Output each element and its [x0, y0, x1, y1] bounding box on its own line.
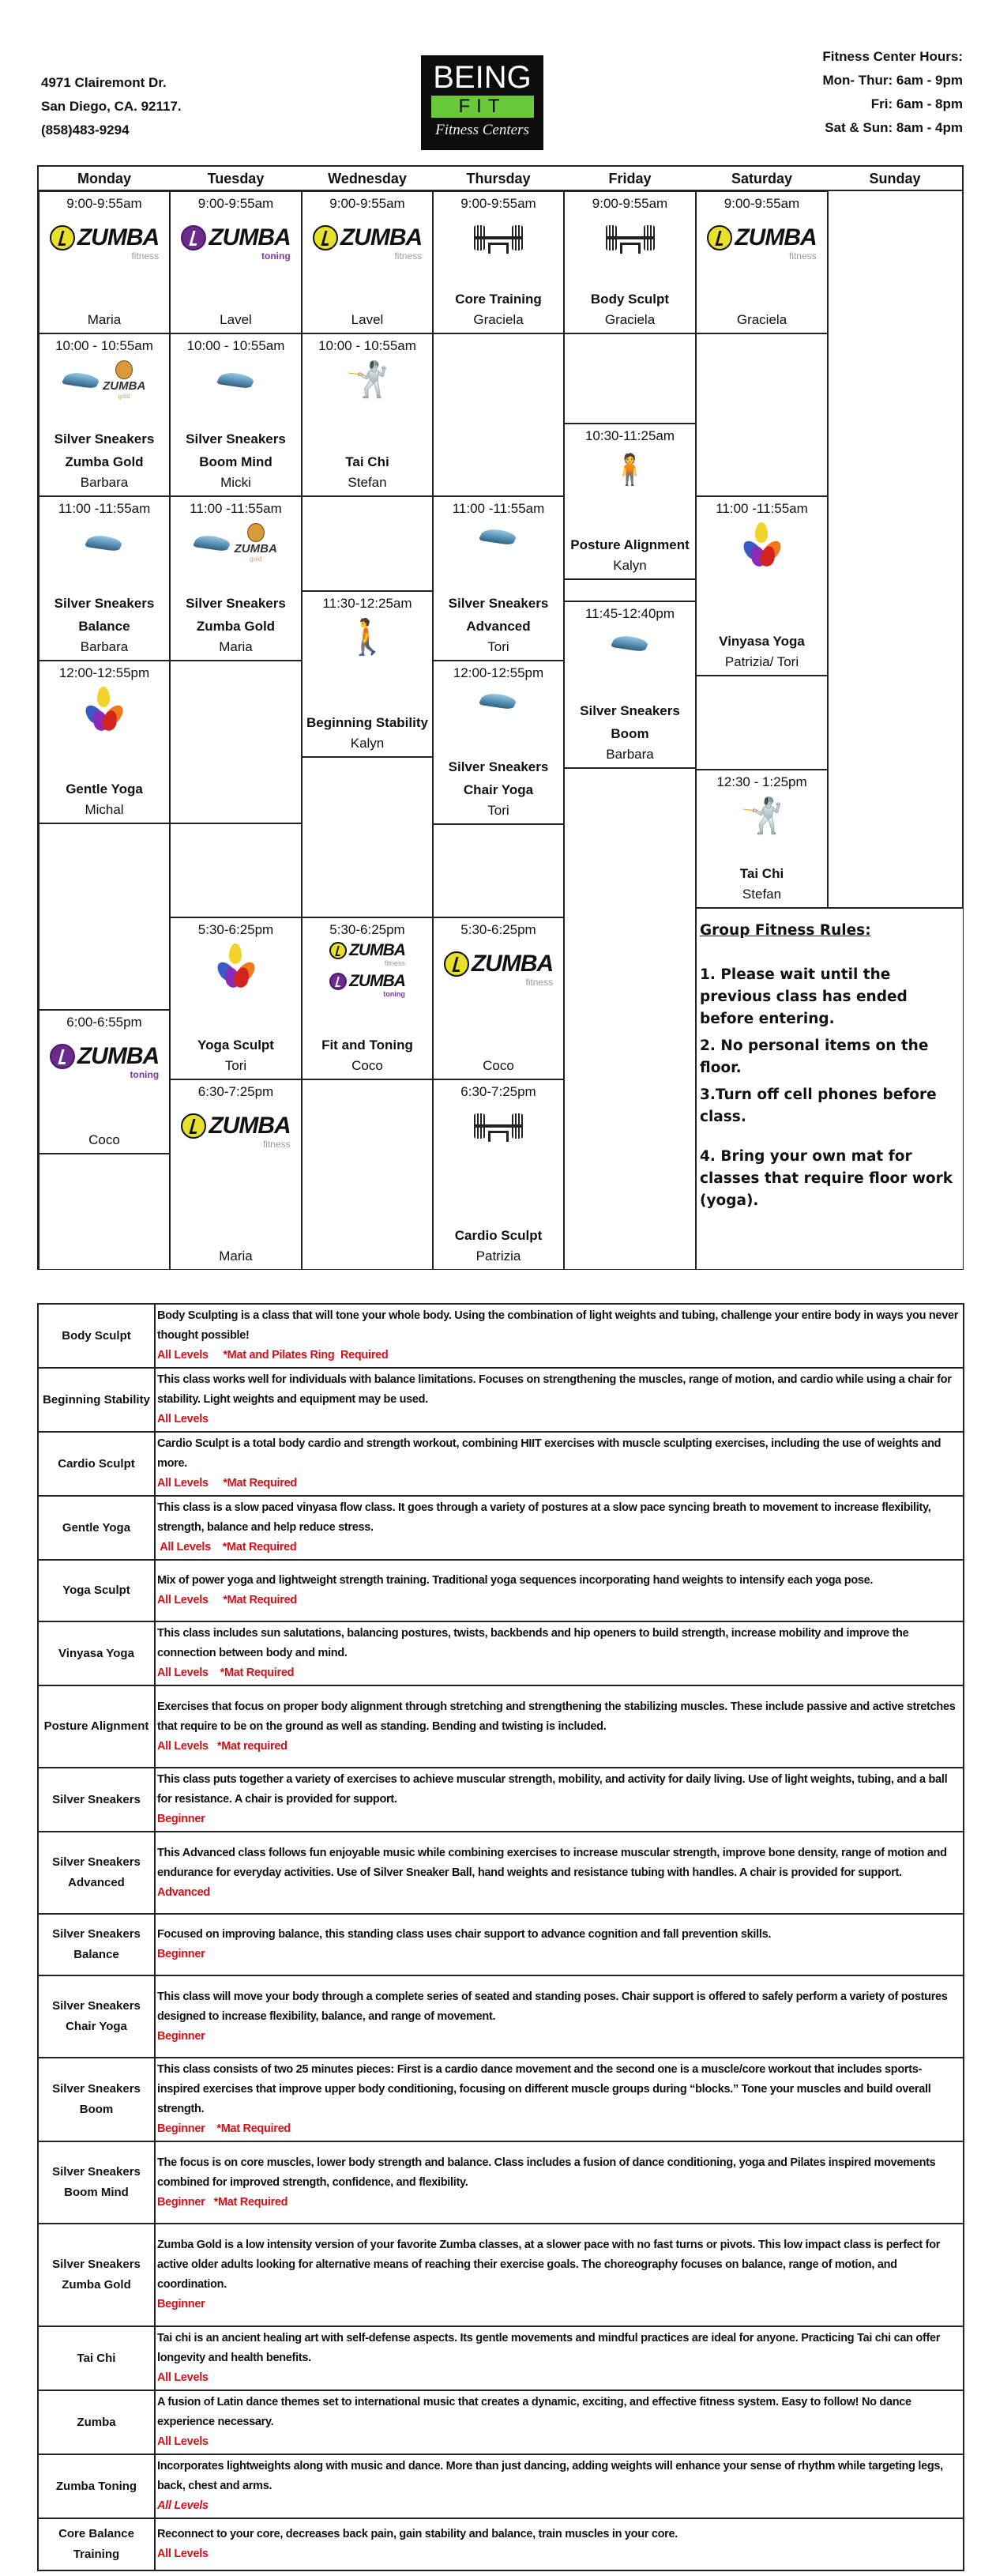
- silver-sneakers-logo-icon: [171, 358, 301, 402]
- instructor-name: Tori: [224, 1058, 247, 1073]
- being-fit-logo: [421, 55, 543, 150]
- instructor-name: Patrizia/ Tori: [724, 654, 799, 669]
- description-class-name: Silver Sneakers: [38, 1768, 155, 1832]
- description-level: Beginner: [157, 2029, 205, 2043]
- empty-slot: [433, 824, 564, 917]
- hours-sat-sun: Sat & Sun: 8am - 4pm: [825, 120, 963, 135]
- description-class-name: Silver Sneakers Chair Yoga: [38, 1975, 155, 2058]
- empty-slot: [170, 661, 302, 823]
- description-class-name: Silver Sneakers Boom Mind: [38, 2141, 155, 2224]
- description-row: [38, 2326, 964, 2390]
- description-cell: [155, 1685, 964, 1768]
- description-level: All Levels: [157, 2499, 209, 2512]
- class-time: 10:00 - 10:55am: [186, 338, 285, 353]
- instructor-name: Coco: [88, 1132, 120, 1147]
- address-block: [41, 71, 182, 142]
- empty-slot: [433, 333, 564, 496]
- class-cell-thursday-zumba[interactable]: [433, 917, 564, 1079]
- description-class-name: Posture Alignment: [38, 1685, 155, 1768]
- class-time: 5:30-6:25pm: [197, 922, 274, 937]
- class-cell-wednesday-zumba[interactable]: [302, 191, 433, 333]
- description-cell: [155, 2141, 964, 2224]
- instructor-name: Coco: [483, 1058, 514, 1073]
- class-time: 5:30-6:25pm: [329, 922, 405, 937]
- class-time: 9:00-9:55am: [724, 196, 800, 211]
- description-cell: [155, 1975, 964, 2058]
- instructor-name: Maria: [219, 639, 253, 654]
- class-time: 6:30-7:25pm: [460, 1084, 536, 1099]
- class-name: Tai Chi: [345, 454, 389, 469]
- description-text: Body Sculpting is a class that will tone your whole body. Using the combination of light weights and tubing, challenge your entire body in ways you never thought possible!: [157, 1309, 959, 1342]
- description-row: [38, 1768, 964, 1832]
- zumba-fitness-logo-icon: ZUMBA fitness: [39, 216, 169, 260]
- class-time: 6:30-7:25pm: [197, 1084, 274, 1099]
- barbell-icon: [434, 216, 563, 260]
- silver-sneakers-logo-icon: [39, 521, 169, 565]
- description-cell: [155, 1432, 964, 1496]
- description-class-name: Beginning Stability: [38, 1368, 155, 1432]
- description-cell: [155, 1368, 964, 1432]
- class-name: Body Sculpt: [590, 292, 670, 307]
- instructor-name: Lavel: [351, 312, 384, 327]
- description-class-name: Yoga Sculpt: [38, 1560, 155, 1621]
- class-cell-friday-ss-boom[interactable]: [564, 601, 696, 768]
- instructor-name: Coco: [351, 1058, 383, 1073]
- class-cell-tuesday-yoga-sculpt[interactable]: [170, 917, 302, 1079]
- class-cell-wednesday-beginning-stability[interactable]: [302, 591, 433, 757]
- instructor-name: Maria: [219, 1248, 253, 1264]
- description-level: Beginner *Mat Required: [157, 2122, 291, 2135]
- address-phone: (858)483-9294: [41, 122, 130, 137]
- class-time: 11:45-12:40pm: [584, 606, 675, 621]
- silver-sneakers-logo-icon: [434, 685, 563, 717]
- class-name: Silver Sneakers Balance: [54, 596, 155, 634]
- hours-mon-thu: Mon- Thur: 6am - 9pm: [822, 73, 963, 88]
- description-cell: [155, 1560, 964, 1621]
- instructor-name: Micki: [220, 475, 251, 490]
- class-cell-thursday-cardio-sculpt[interactable]: [433, 1079, 564, 1270]
- description-class-name: Silver Sneakers Advanced: [38, 1832, 155, 1914]
- description-cell: [155, 1621, 964, 1685]
- barbell-icon: [434, 1104, 563, 1148]
- hours-fri: Fri: 6am - 8pm: [870, 96, 963, 111]
- class-name: Tai Chi: [739, 866, 784, 881]
- description-row: [38, 2390, 964, 2454]
- zumba-toning-logo-icon: ZUMBA toning: [39, 1034, 169, 1079]
- tai-chi-figure-icon: 🤺: [345, 360, 389, 399]
- day-header-tuesday: Tuesday: [207, 171, 265, 186]
- description-cell: [155, 2326, 964, 2390]
- zumba-fitness-logo-icon: ZUMBA fitness: [697, 216, 827, 260]
- instructor-name: Barbara: [80, 639, 129, 654]
- yoga-lotus-logo-icon: [697, 521, 827, 565]
- class-name: Fit and Toning: [321, 1038, 413, 1053]
- description-text: A fusion of Latin dance themes set to international music that creates a dynamic, exciting, and effective fitness system. Easy to follow! No dance experience necessary.: [157, 2396, 911, 2428]
- instructor-name: Barbara: [80, 475, 129, 490]
- day-header-sunday: Sunday: [869, 171, 921, 186]
- instructor-name: Graciela: [736, 312, 787, 327]
- class-cell-saturday-tai-chi[interactable]: [696, 770, 828, 908]
- class-name: Core Training: [455, 292, 542, 307]
- description-cell: [155, 1832, 964, 1914]
- zumba-fitness-logo-icon: ZUMBA fitness: [171, 1104, 301, 1148]
- description-row: [38, 1304, 964, 1368]
- description-text: This class works well for individuals with balance limitations. Focuses on strengthening the muscles, range of motion, and cardio while using a chair for stability. Light weights and equipment may be used.: [157, 1373, 952, 1406]
- description-level: All Levels *Mat Required: [157, 1477, 297, 1489]
- description-text: Cardio Sculpt is a total body cardio and strength workout, combining HIIT exercises with muscle sculpting exercises, including the use of weights and more.: [157, 1437, 942, 1470]
- empty-slot: [39, 1154, 170, 1270]
- rule-item: 3.Turn off cell phones before class.: [700, 1087, 937, 1125]
- description-level: All Levels *Mat required: [157, 1739, 288, 1753]
- class-time: 9:00-9:55am: [197, 196, 274, 211]
- class-cell-monday-zumba-toning[interactable]: [39, 1010, 170, 1154]
- description-cell: [155, 1768, 964, 1832]
- class-cell-tuesday-ss-zumba-gold[interactable]: [170, 496, 302, 661]
- instructor-name: Michal: [85, 802, 124, 817]
- description-text: Reconnect to your core, decreases back pain, gain stability and balance, train muscles in your core.: [157, 2528, 678, 2540]
- class-schedule-grid: [37, 165, 964, 1270]
- day-header-monday: Monday: [77, 171, 131, 186]
- instructor-name: Patrizia: [475, 1248, 521, 1264]
- standing-figure-icon: 🧍: [611, 454, 649, 487]
- rule-item: 2. No personal items on the floor.: [700, 1038, 929, 1076]
- class-cell-tuesday-zumba-toning[interactable]: [170, 191, 302, 333]
- description-text: Tai chi is an ancient healing art with self-defense aspects. Its gentle movements and mindful practices are ideal for anyone. Practicing Tai chi can offer longevity and health benefits.: [157, 2332, 941, 2364]
- description-cell: [155, 2224, 964, 2326]
- class-cell-thursday-ss-advanced[interactable]: [433, 496, 564, 661]
- instructor-name: Stefan: [742, 887, 782, 902]
- class-cell-monday-ss-zumba-gold[interactable]: [39, 333, 170, 496]
- description-row: [38, 2518, 964, 2570]
- instructor-name: Barbara: [606, 747, 654, 762]
- description-text: This class will move your body through a complete series of seated and standing poses. Chair support is offered to safely perform a variety of postures designed to increase flexibility, balance, and range of movement.: [157, 1990, 948, 2023]
- sunday-empty-column: [828, 191, 962, 908]
- day-header-saturday: Saturday: [731, 171, 793, 186]
- empty-slot: [302, 757, 433, 917]
- zumba-toning-logo-icon: ZUMBA toning: [171, 216, 301, 260]
- empty-slot: [302, 1079, 433, 1270]
- instructor-name: Graciela: [473, 312, 524, 327]
- description-class-name: Tai Chi: [38, 2326, 155, 2390]
- empty-slot: [170, 823, 302, 917]
- rule-item: 1. Please wait until the previous class has ended before entering.: [700, 966, 908, 1027]
- class-name: Silver Sneakers Zumba Gold: [54, 431, 155, 469]
- empty-slot: [302, 496, 433, 591]
- description-class-name: Body Sculpt: [38, 1304, 155, 1368]
- class-time: 10:00 - 10:55am: [318, 338, 416, 353]
- description-row: [38, 1432, 964, 1496]
- description-row: [38, 1560, 964, 1621]
- class-cell-monday-gentle-yoga[interactable]: [39, 661, 170, 823]
- description-class-name: Zumba Toning: [38, 2454, 155, 2518]
- class-name: Yoga Sculpt: [197, 1038, 274, 1053]
- description-cell: [155, 1914, 964, 1975]
- description-row: [38, 1832, 964, 1914]
- description-cell: [155, 2518, 964, 2570]
- empty-slot: [564, 768, 696, 1270]
- description-text: Focused on improving balance, this standing class uses chair support to advance cognition and fall prevention skills.: [157, 1928, 772, 1941]
- class-name: Beginning Stability: [306, 715, 428, 730]
- description-row: [38, 2141, 964, 2224]
- class-time: 9:00-9:55am: [592, 196, 668, 211]
- class-time: 11:00 -11:55am: [452, 501, 545, 516]
- logo-fitness-centers: Fitness Centers: [435, 122, 529, 138]
- empty-slot: [564, 333, 696, 424]
- group-fitness-rules: [696, 908, 964, 1270]
- silver-sneakers-logo-icon: [565, 626, 695, 661]
- description-row: [38, 1621, 964, 1685]
- description-class-name: Core Balance Training: [38, 2518, 155, 2570]
- instructor-name: Tori: [487, 639, 509, 654]
- description-cell: [155, 1496, 964, 1560]
- empty-slot: [564, 579, 696, 601]
- description-level: All Levels *Mat and Pilates Ring Required: [157, 1349, 389, 1361]
- class-cell-wednesday-tai-chi[interactable]: [302, 333, 433, 496]
- rule-item: 4. Bring your own mat for classes that require floor work (yoga).: [700, 1148, 953, 1209]
- description-level: All Levels: [157, 2371, 209, 2384]
- description-cell: [155, 2454, 964, 2518]
- class-cell-saturday-vinyasa-yoga[interactable]: [696, 496, 828, 676]
- zumba-fitness-logo-icon: ZUMBA fitness: [303, 216, 432, 260]
- class-cell-friday-body-sculpt[interactable]: [564, 191, 696, 333]
- silver-sneakers-logo-icon: [434, 521, 563, 552]
- description-level: All Levels: [157, 1413, 209, 1425]
- class-time: 6:00-6:55pm: [66, 1015, 142, 1030]
- description-level: All Levels: [157, 2435, 209, 2448]
- class-name: Silver Sneakers Chair Yoga: [448, 759, 549, 797]
- class-time: 11:30-12:25am: [322, 596, 412, 611]
- description-row: [38, 1496, 964, 1560]
- logo-fit: FIT: [431, 96, 534, 118]
- description-cell: [155, 2058, 964, 2141]
- description-level: All Levels *Mat Required: [157, 1594, 297, 1606]
- class-time: 12:30 - 1:25pm: [716, 774, 807, 789]
- description-text: Incorporates lightweights along with music and dance. More than just dancing, adding weights will enhance your sense of rhythm while targeting legs, back, chest and arms.: [157, 2460, 943, 2492]
- description-class-name: Cardio Sculpt: [38, 1432, 155, 1496]
- address-city: San Diego, CA. 92117.: [41, 99, 182, 114]
- instructor-name: Kalyn: [613, 558, 647, 573]
- class-cell-monday-zumba[interactable]: [39, 191, 170, 333]
- class-descriptions-table: [37, 1303, 964, 2571]
- description-text: This class consists of two 25 minutes pieces: First is a cardio dance movement and the second one is a muscle/core workout that includes sports-inspired exercises that improve upper body conditioning, focusing on different muscle groups during “blocks.” Tone your muscles and build overall strength.: [157, 2063, 931, 2115]
- description-text: The focus is on core muscles, lower body strength and balance. Class includes a fusion of dance conditioning, yoga and Pilates inspired movements combined for improved strength, confidence, and flexibility.: [157, 2156, 936, 2189]
- day-header-wednesday: Wednesday: [328, 171, 407, 186]
- empty-slot: [696, 333, 828, 496]
- description-text: This Advanced class follows fun enjoyable music while combining exercises to increase muscular strength, improve bone density, range of motion and endurance for everyday activities. Use of Silver Sneaker Ball, hand weights and resistance tubing with handles. A chair is provided for support.: [157, 1846, 947, 1879]
- description-level: Advanced: [157, 1885, 210, 1899]
- silver-sneakers-zumba-gold-logo-icon: ZUMBA gold: [39, 358, 169, 402]
- barbell-icon: [565, 216, 695, 260]
- description-cell: [155, 1304, 964, 1368]
- class-cell-thursday-core-training[interactable]: [433, 191, 564, 333]
- class-cell-saturday-zumba[interactable]: [696, 191, 828, 333]
- class-cell-tuesday-zumba[interactable]: [170, 1079, 302, 1270]
- description-row: [38, 2454, 964, 2518]
- class-cell-monday-ss-balance[interactable]: [39, 496, 170, 661]
- description-row: [38, 2224, 964, 2326]
- description-level: All Levels *Mat Required: [157, 1666, 295, 1679]
- description-class-name: Zumba: [38, 2390, 155, 2454]
- description-row: [38, 1914, 964, 1975]
- description-row: [38, 1368, 964, 1432]
- class-cell-friday-posture-alignment[interactable]: [564, 424, 696, 579]
- class-time: 10:30-11:25am: [584, 428, 675, 443]
- description-level: Beginner: [157, 1813, 205, 1825]
- class-time: 9:00-9:55am: [329, 196, 405, 211]
- description-level: All Levels *Mat Required: [157, 1541, 297, 1554]
- rules-title: Group Fitness Rules:: [700, 922, 871, 939]
- class-time: 12:00-12:55pm: [453, 665, 544, 680]
- class-time: 10:00 - 10:55am: [55, 338, 153, 353]
- description-class-name: Silver Sneakers Balance: [38, 1914, 155, 1975]
- day-header-friday: Friday: [608, 171, 652, 186]
- class-cell-tuesday-ss-boom-mind[interactable]: [170, 333, 302, 496]
- class-time: 11:00 -11:55am: [190, 501, 282, 516]
- description-level: All Levels: [157, 2548, 209, 2560]
- instructor-name: Kalyn: [350, 736, 385, 751]
- description-class-name: Gentle Yoga: [38, 1496, 155, 1560]
- description-class-name: Silver Sneakers Zumba Gold: [38, 2224, 155, 2326]
- tai-chi-figure-icon: 🤺: [740, 797, 784, 835]
- yoga-lotus-logo-icon: [171, 942, 301, 986]
- class-name: Gentle Yoga: [66, 781, 143, 797]
- instructor-name: Graciela: [604, 312, 656, 327]
- class-cell-wednesday-fit-and-toning[interactable]: [302, 917, 433, 1079]
- walking-figure-icon: 🚶: [345, 618, 389, 657]
- class-time: 11:00 -11:55am: [58, 501, 151, 516]
- class-time: 9:00-9:55am: [460, 196, 536, 211]
- class-name: Silver Sneakers Boom Mind: [186, 431, 286, 469]
- description-row: [38, 1685, 964, 1768]
- description-cell: [155, 2390, 964, 2454]
- empty-slot: [39, 823, 170, 1010]
- empty-slot: [696, 676, 828, 770]
- class-time: 12:00-12:55pm: [58, 665, 150, 680]
- class-time: 5:30-6:25pm: [460, 922, 536, 937]
- hours-title: Fitness Center Hours:: [822, 49, 963, 64]
- description-class-name: Silver Sneakers Boom: [38, 2058, 155, 2141]
- day-header-thursday: Thursday: [466, 171, 531, 186]
- description-row: [38, 1975, 964, 2058]
- class-name: Silver Sneakers Zumba Gold: [186, 596, 286, 634]
- class-name: Silver Sneakers Boom: [580, 703, 680, 741]
- instructor-name: Lavel: [220, 312, 252, 327]
- yoga-lotus-logo-icon: [39, 685, 169, 729]
- zumba-fitness-logo-icon: ZUMBA fitness: [434, 942, 563, 986]
- description-class-name: Vinyasa Yoga: [38, 1621, 155, 1685]
- hours-block: [822, 45, 963, 140]
- logo-being: BEING: [433, 60, 532, 95]
- class-time: 9:00-9:55am: [66, 196, 142, 211]
- class-name: Silver Sneakers Advanced: [448, 596, 549, 634]
- description-level: Beginner: [157, 1948, 205, 1960]
- description-text: This class is a slow paced vinyasa flow class. It goes through a variety of postures at a slow pace syncing breath to movement to increase flexibility, strength, balance and help reduce stress.: [157, 1501, 931, 1534]
- class-name: Cardio Sculpt: [454, 1228, 543, 1243]
- class-time: 11:00 -11:55am: [716, 501, 808, 516]
- instructor-name: Maria: [87, 312, 122, 327]
- silver-sneakers-zumba-gold-logo-icon: ZUMBA gold: [171, 521, 301, 565]
- description-text: Exercises that focus on proper body alignment through stretching and strengthening the stabilizing muscles. These include passive and active stretches that require to be on the ground as well as standing. Bending and twisting is included.: [157, 1700, 956, 1733]
- description-row: [38, 2058, 964, 2141]
- zumba-fitness-and-toning-logos-icon: ZUMBA fitness ZUMBA toning: [303, 942, 432, 994]
- description-text: This class puts together a variety of exercises to achieve muscular strength, mobility, and activity for daily living. Use of light weights, tubing, and a ball for resistance. A chair is provided for support.: [157, 1773, 948, 1806]
- description-text: This class includes sun salutations, balancing postures, twists, backbends and hip openers to build strength, increase mobility and improve the connection between body and mind.: [157, 1627, 909, 1659]
- class-name: Posture Alignment: [570, 537, 690, 552]
- class-name: Vinyasa Yoga: [719, 634, 805, 649]
- class-cell-thursday-ss-chair-yoga[interactable]: [433, 661, 564, 824]
- instructor-name: Tori: [487, 803, 509, 818]
- instructor-name: Stefan: [348, 475, 387, 490]
- description-level: Beginner *Mat Required: [157, 2195, 288, 2209]
- address-street: 4971 Clairemont Dr.: [41, 75, 167, 90]
- description-level: Beginner: [157, 2298, 205, 2310]
- description-text: Mix of power yoga and lightweight strength training. Traditional yoga sequences incorporating hand weights to intensify each yoga pose.: [157, 1574, 874, 1587]
- description-text: Zumba Gold is a low intensity version of your favorite Zumba classes, at a slower pace with no fast turns or pivots. This low impact class is perfect for active older adults looking for alternative means of reaching their exercise goals. The choreography focuses on balance, range of motion, and coordination.: [157, 2239, 941, 2291]
